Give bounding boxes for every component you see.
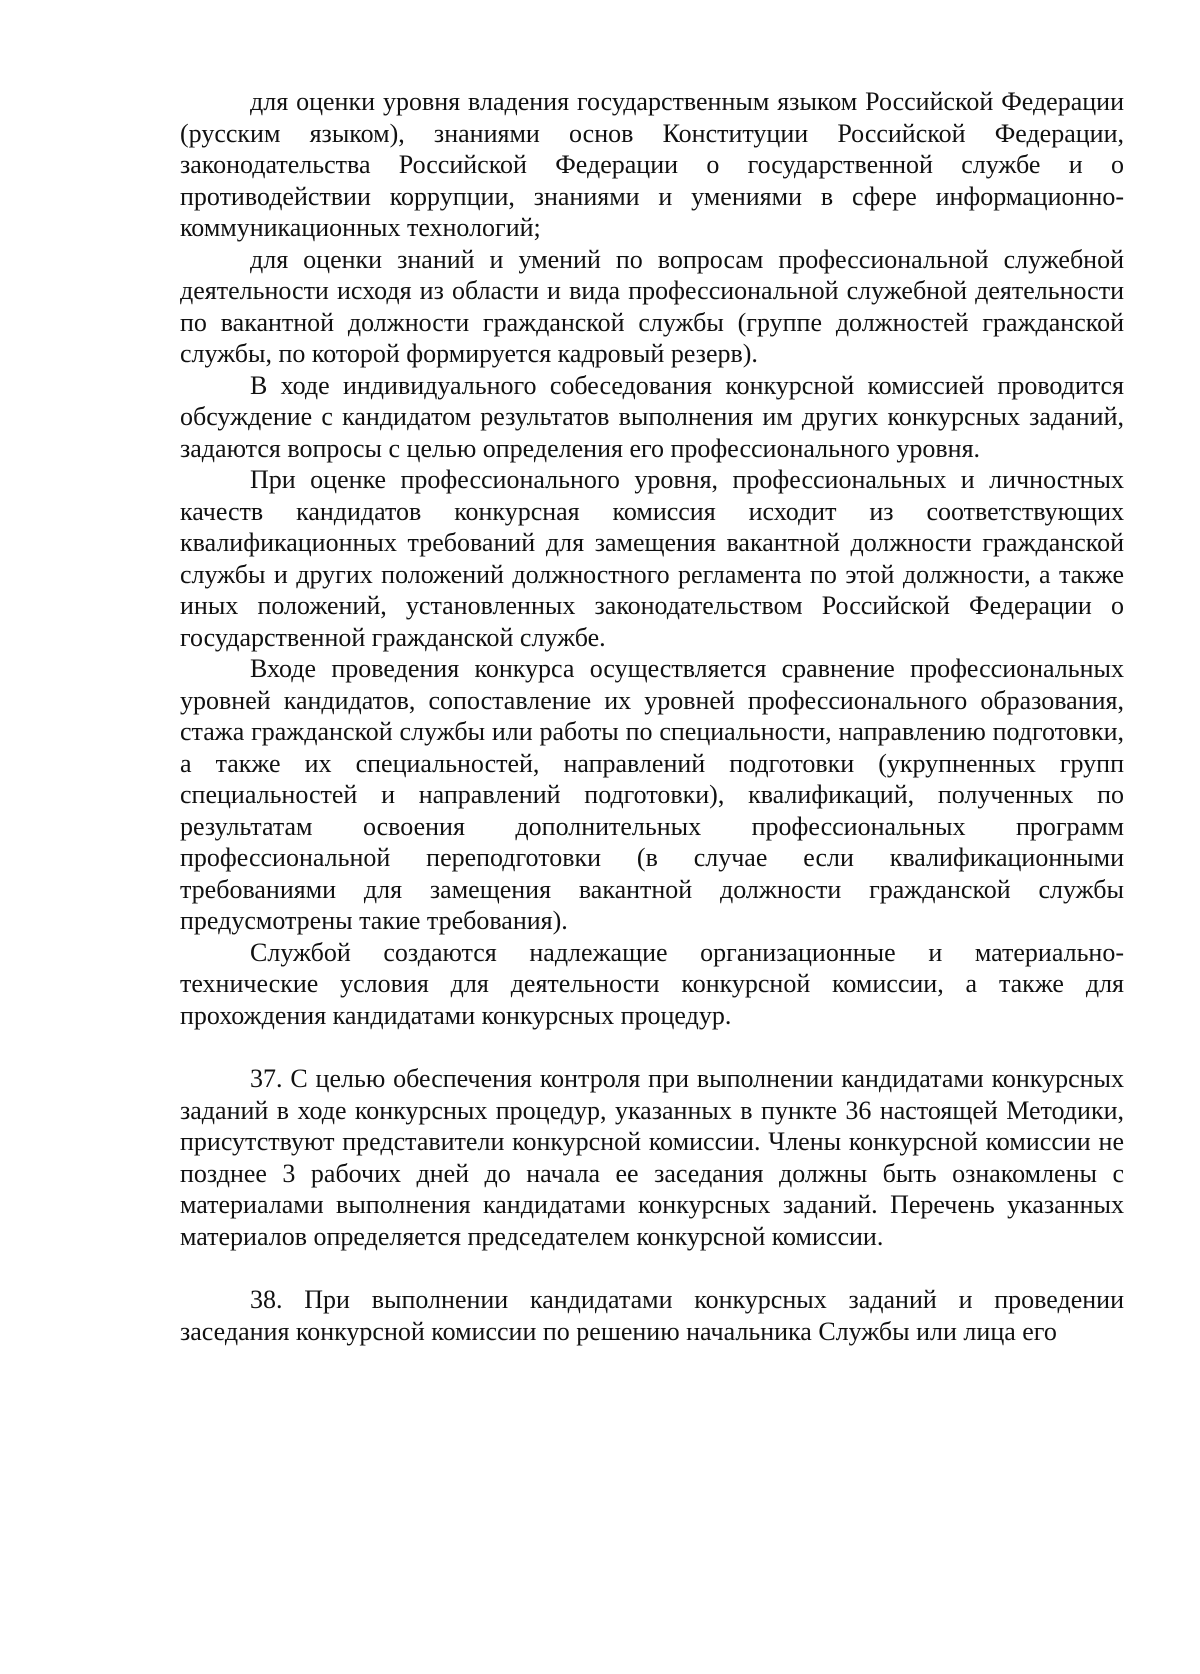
paragraph-candidate-comparison: Входе проведения конкурса осуществляется сравнение профессиональных уровней кандидатов, сопоставление их уровней профессионального образования, стажа гражданской службы или работы по специальности, направлению подготовки, а также их специальностей, направлений подготовки (укрупненных групп специальностей и направлений подготовки), квалификаций, полученных по результатам освоения дополнительных профессиональных программ профессиональной переподготовки (в случае если квалификационными требованиями для замещения вакантной должности гражданской службы предусмотрены такие требования). [180,654,1124,935]
document-body [180,86,1124,1347]
paragraph-organizational-conditions: Службой создаются надлежащие организационные и материально-технические условия для деятельности конкурсной комиссии, а также для прохождения кандидатами конкурсных процедур. [180,937,1124,1030]
paragraph-individual-interview: В ходе индивидуального собеседования конкурсной комиссией проводится обсуждение с кандидатом результатов выполнения им других конкурсных заданий, задаются вопросы с целью определения его профессионального уровня. [180,370,1124,463]
paragraph-knowledge-assessment: для оценки знаний и умений по вопросам профессиональной служебной деятельности исходя из области и вида профессиональной служебной деятельности по вакантной должности гражданской службы (группе должностей гражданской службы, по которой формируется кадровый резерв). [180,244,1124,368]
paragraph-professional-evaluation: При оценке профессионального уровня, профессиональных и личностных качеств кандидатов конкурсная комиссия исходит из соответствующих квалификационных требований для замещения вакантной должности гражданской службы и других положений должностного регламента по этой должности, а также иных положений, установленных законодательством Российской Федерации о государственной гражданской службе. [180,465,1124,652]
paragraph-clause-37: 37. С целью обеспечения контроля при выполнении кандидатами конкурсных заданий в ходе конкурсных процедур, указанных в пункте 36 настоящей Методики, присутствуют представители конкурсной комиссии. Члены конкурсной комиссии не позднее 3 рабочих дней до начала ее заседания должны быть ознакомлены с материалами выполнения кандидатами конкурсных заданий. Перечень указанных материалов определяется председателем конкурсной комиссии. [180,1064,1124,1251]
paragraph-clause-38: 38. При выполнении кандидатами конкурсных заданий и проведении заседания конкурсной комиссии по решению начальника Службы или лица его [180,1285,1124,1346]
paragraph-language-assessment: для оценки уровня владения государственным языком Российской Федерации (русским языком), знаниями основ Конституции Российской Федерации, законодательства Российской Федерации о государственной службе и о противодействии коррупции, знаниями и умениями в сфере информационно-коммуникационных технологий; [180,87,1124,242]
